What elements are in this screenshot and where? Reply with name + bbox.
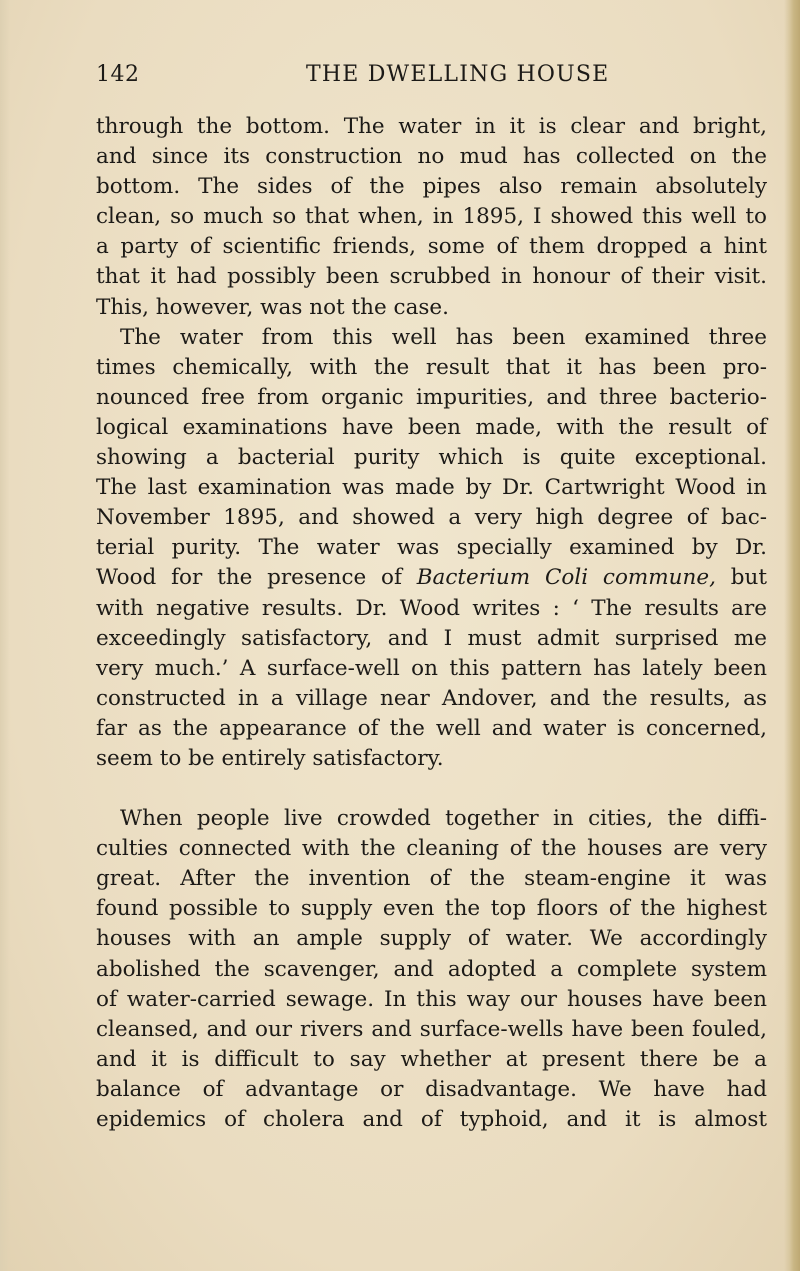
paragraph-1 bbox=[96, 112, 767, 323]
text-line: logical examinations have been made, with the result of bbox=[96, 414, 767, 440]
text-line: clean, so much so that when, in 1895, I showed this well to bbox=[96, 204, 767, 230]
text-line: great. After the invention of the steam-engine it was bbox=[96, 866, 767, 892]
text-line: very much.’ A surface-well on this pattern has lately been bbox=[96, 655, 767, 681]
text-line: balance of advantage or disadvantage. We have had bbox=[96, 1076, 767, 1102]
text-run: Wood for the presence of bbox=[96, 565, 417, 591]
paragraph-2 bbox=[96, 323, 767, 774]
text-line: epidemics of cholera and of typhoid, and it is almost bbox=[96, 1107, 767, 1132]
text-line: showing a bacterial purity which is quite exceptional. bbox=[96, 445, 767, 471]
text-line: times chemically, with the result that it has been pro- bbox=[96, 354, 767, 380]
text-line: seem to be entirely satisfactory. bbox=[96, 745, 444, 771]
page-number: 142 bbox=[96, 62, 140, 87]
text-line: far as the appearance of the well and water is concerned, bbox=[96, 715, 767, 741]
page-gutter-shadow bbox=[0, 0, 10, 1271]
text-line: The last examination was made by Dr. Cartwright Wood in bbox=[96, 475, 767, 501]
text-line: houses with an ample supply of water. We accordingly bbox=[96, 926, 767, 952]
running-head: THE DWELLING HOUSE bbox=[306, 62, 610, 87]
text-line: a party of scientific friends, some of them dropped a hint bbox=[96, 234, 767, 260]
text-line: terial purity. The water was specially examined by Dr. bbox=[96, 535, 767, 561]
text-line: bottom. The sides of the pipes also remain absolutely bbox=[96, 174, 767, 200]
text-line: When people live crowded together in cities, the diffi- bbox=[120, 806, 767, 832]
text-line: through the bottom. The water in it is clear and bright, bbox=[96, 114, 767, 139]
page-header bbox=[96, 62, 767, 94]
text-line: The water from this well has been examined three bbox=[120, 324, 767, 350]
body-text bbox=[96, 112, 767, 1135]
text-line: November 1895, and showed a very high degree of bac- bbox=[96, 505, 767, 531]
page-edge bbox=[784, 0, 800, 1271]
text-line: with negative results. Dr. Wood writes : ‘ The results are bbox=[96, 595, 767, 621]
text-line: This, however, was not the case. bbox=[96, 294, 449, 320]
text-line: and since its construction no mud has collected on the bbox=[96, 144, 767, 170]
text-line: and it is difficult to say whether at present there be a bbox=[96, 1046, 767, 1072]
text-run: but bbox=[715, 565, 767, 591]
text-line: exceedingly satisfactory, and I must admit surprised me bbox=[96, 625, 767, 651]
text-line: constructed in a village near Andover, and the results, as bbox=[96, 685, 767, 711]
italic-species-name: Bacterium Coli commune, bbox=[416, 565, 716, 591]
text-line: culties connected with the cleaning of the houses are very bbox=[96, 836, 767, 862]
text-line-with-italic bbox=[96, 563, 767, 593]
text-line: of water-carried sewage. In this way our houses have been bbox=[96, 986, 767, 1012]
text-line: cleansed, and our rivers and surface-wells have been fouled, bbox=[96, 1016, 767, 1042]
text-line: found possible to supply even the top floors of the highest bbox=[96, 896, 767, 922]
text-line: abolished the scavenger, and adopted a complete system bbox=[96, 956, 767, 982]
paragraph-3 bbox=[96, 804, 767, 1135]
text-line: nounced free from organic impurities, and three bacterio- bbox=[96, 384, 767, 410]
text-line: that it had possibly been scrubbed in honour of their visit. bbox=[96, 264, 767, 290]
